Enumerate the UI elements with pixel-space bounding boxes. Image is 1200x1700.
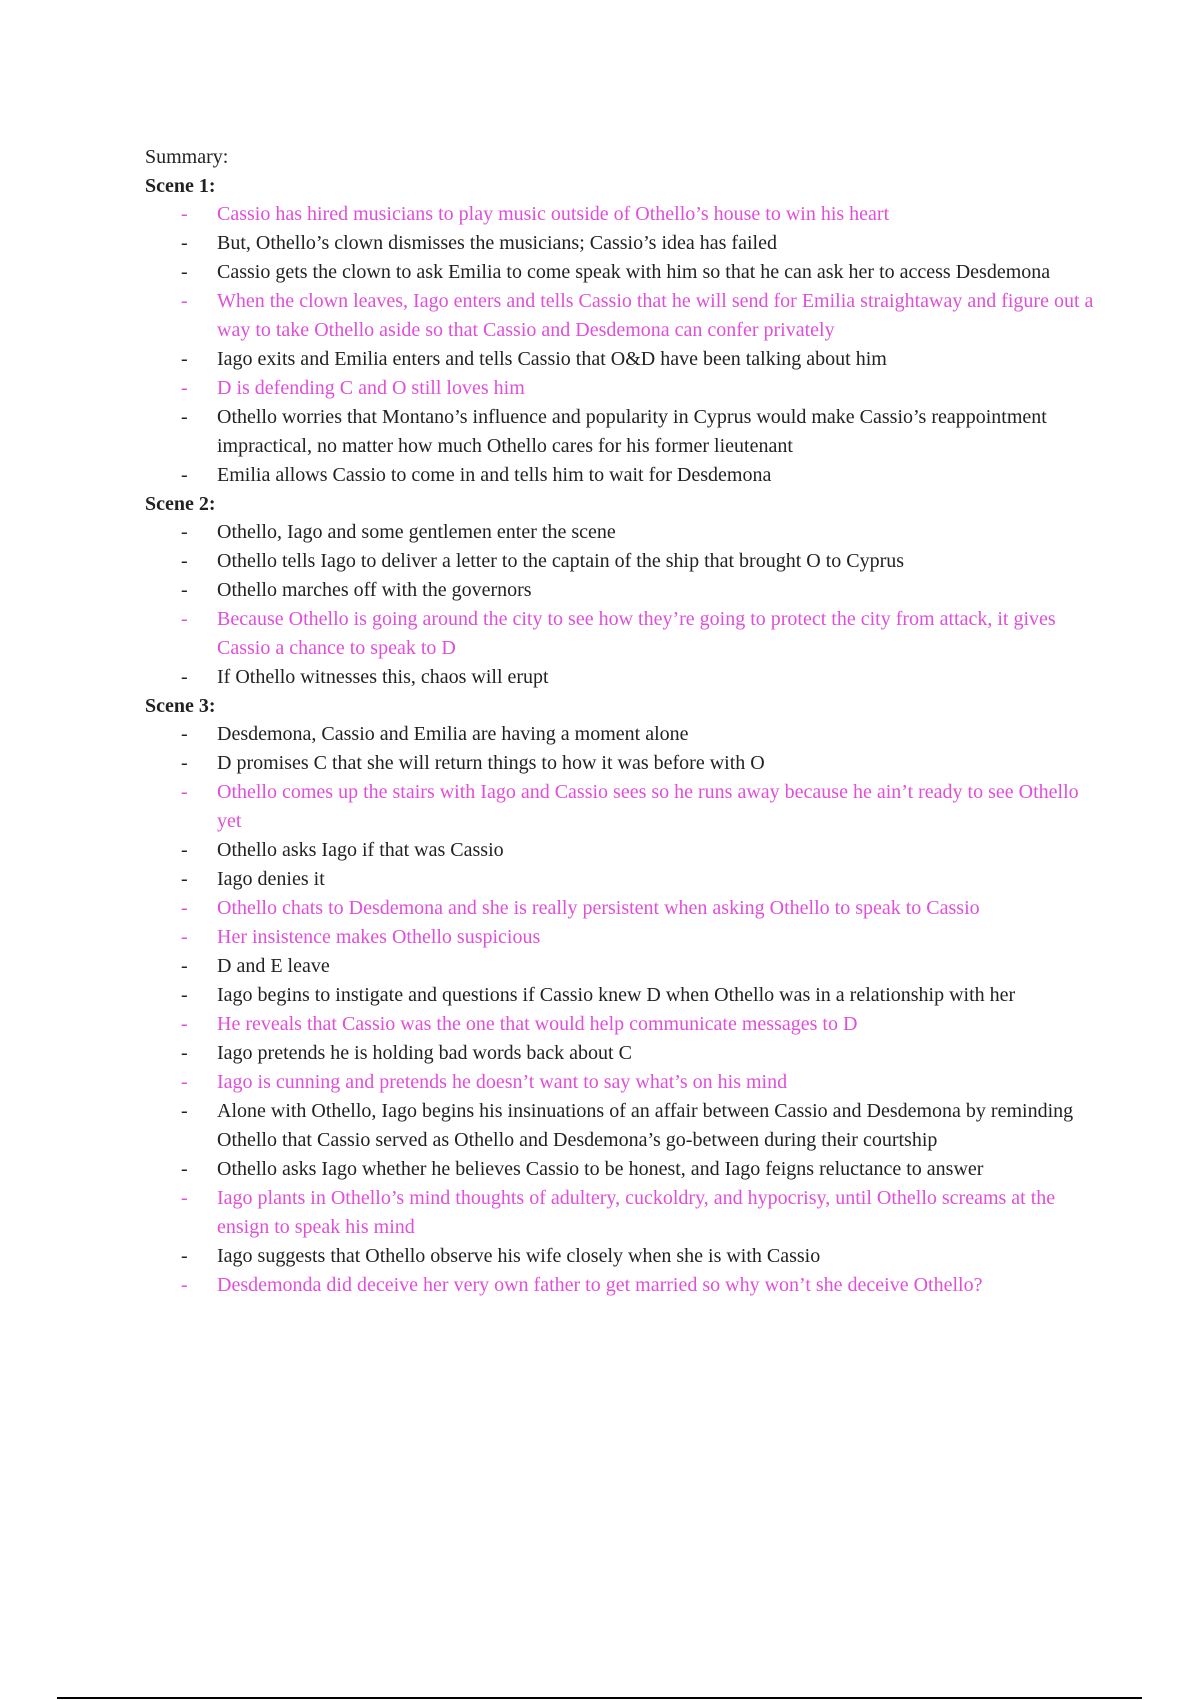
bullet-dash: - [181,926,188,948]
bullet-dash: - [181,897,188,919]
bullet-dash: - [181,1245,188,1267]
scene-bullet-list [145,200,1105,490]
bullet-text: Othello marches off with the governors [217,579,532,601]
highlighted-bullet-item [145,200,1097,229]
bullet-text: Iago exits and Emilia enters and tells Cassio that O&D have been talking about him [217,348,887,370]
bullet-text: Iago is cunning and pretends he doesn’t want to say what’s on his mind [217,1071,788,1093]
bullet-item [145,229,1097,258]
bullet-dash: - [181,377,188,399]
bullet-text: Emilia allows Cassio to come in and tells him to wait for Desdemona [217,464,772,486]
bullet-dash: - [181,839,188,861]
bullet-dash: - [181,464,188,486]
bullet-dash: - [181,723,188,745]
summary-page [145,143,1105,1300]
bullet-item [145,720,1097,749]
bullet-item [145,547,1097,576]
bullet-dash: - [181,261,188,283]
bullet-dash: - [181,1274,188,1296]
bullet-dash: - [181,608,188,630]
bullet-text: Othello, Iago and some gentlemen enter the scene [217,521,616,543]
bullet-item [145,1155,1097,1184]
bullet-text: He reveals that Cassio was the one that would help communicate messages to D [217,1013,858,1035]
bullet-text: Alone with Othello, Iago begins his insinuations of an affair between Cassio and Desdemona by reminding Othello that Cassio served as Othello and Desdemona’s go-between during their courtship [217,1100,1074,1151]
bullet-text: Iago pretends he is holding bad words back about C [217,1042,632,1064]
bullet-dash: - [181,1042,188,1064]
scene-section [145,490,1105,692]
bullet-text: If Othello witnesses this, chaos will erupt [217,666,549,688]
bullet-item [145,258,1097,287]
scene-bullet-list [145,518,1105,692]
bullet-text: Iago begins to instigate and questions if Cassio knew D when Othello was in a relationship with her [217,984,1016,1006]
bullet-dash: - [181,1071,188,1093]
scene-heading: Scene 2: [145,493,216,515]
bullet-item [145,576,1097,605]
bullet-text: Desdemonda did deceive her very own father to get married so why won’t she deceive Othello? [217,1274,983,1296]
scene-section [145,692,1105,1300]
highlighted-bullet-item [145,287,1097,345]
bullet-text: Desdemona, Cassio and Emilia are having a moment alone [217,723,689,745]
bullet-dash: - [181,781,188,803]
bullet-dash: - [181,290,188,312]
bullet-dash: - [181,955,188,977]
bullet-text: Iago denies it [217,868,325,890]
highlighted-bullet-item [145,1271,1097,1300]
bullet-item [145,461,1097,490]
bullet-item [145,981,1097,1010]
page-bottom-rule [57,1697,1142,1699]
bullet-item [145,1242,1097,1271]
bullet-text: Cassio has hired musicians to play music outside of Othello’s house to win his heart [217,203,890,225]
scene-bullet-list [145,720,1105,1300]
bullet-text: Othello worries that Montano’s influence and popularity in Cyprus would make Cassio’s reappointment impractical, no matter how much Othello cares for his former lieutenant [217,406,1047,457]
bullet-item [145,865,1097,894]
bullet-dash: - [181,666,188,688]
bullet-dash: - [181,579,188,601]
bullet-dash: - [181,348,188,370]
highlighted-bullet-item [145,894,1097,923]
bullet-text: D and E leave [217,955,330,977]
bullet-text: Othello chats to Desdemona and she is really persistent when asking Othello to speak to Cassio [217,897,980,919]
highlighted-bullet-item [145,1068,1097,1097]
highlighted-bullet-item [145,374,1097,403]
bullet-dash: - [181,203,188,225]
bullet-text: Othello asks Iago whether he believes Cassio to be honest, and Iago feigns reluctance to answer [217,1158,984,1180]
bullet-item [145,952,1097,981]
highlighted-bullet-item [145,923,1097,952]
bullet-text: Cassio gets the clown to ask Emilia to come speak with him so that he can ask her to access Desdemona [217,261,1051,283]
scene-heading: Scene 3: [145,695,216,717]
scene-section [145,172,1105,490]
bullet-item [145,836,1097,865]
scene-heading: Scene 1: [145,175,216,197]
bullet-item [145,663,1097,692]
scene-sections [145,172,1105,1300]
bullet-dash: - [181,1187,188,1209]
bullet-text: But, Othello’s clown dismisses the musicians; Cassio’s idea has failed [217,232,777,254]
highlighted-bullet-item [145,778,1097,836]
bullet-dash: - [181,1100,188,1122]
bullet-dash: - [181,406,188,428]
bullet-item [145,1039,1097,1068]
bullet-text: Iago suggests that Othello observe his wife closely when she is with Cassio [217,1245,821,1267]
bullet-dash: - [181,984,188,1006]
bullet-dash: - [181,752,188,774]
bullet-dash: - [181,1158,188,1180]
bullet-text: Her insistence makes Othello suspicious [217,926,541,948]
bullet-item [145,1097,1097,1155]
summary-label: Summary: [145,146,229,168]
highlighted-bullet-item [145,1010,1097,1039]
bullet-text: D is defending C and O still loves him [217,377,525,399]
bullet-dash: - [181,521,188,543]
bullet-item [145,345,1097,374]
bullet-dash: - [181,1013,188,1035]
bullet-text: Othello tells Iago to deliver a letter to the captain of the ship that brought O to Cyprus [217,550,905,572]
bullet-item [145,518,1097,547]
bullet-item [145,403,1097,461]
bullet-text: D promises C that she will return things to how it was before with O [217,752,765,774]
bullet-dash: - [181,868,188,890]
bullet-item [145,749,1097,778]
bullet-text: Othello asks Iago if that was Cassio [217,839,504,861]
bullet-dash: - [181,232,188,254]
bullet-dash: - [181,550,188,572]
bullet-text: Because Othello is going around the city to see how they’re going to protect the city from attack, it gives Cassio a chance to speak to D [217,608,1056,659]
bullet-text: Othello comes up the stairs with Iago and Cassio sees so he runs away because he ain’t ready to see Othello yet [217,781,1079,832]
bullet-text: Iago plants in Othello’s mind thoughts of adultery, cuckoldry, and hypocrisy, until Othello screams at the ensign to speak his mind [217,1187,1056,1238]
highlighted-bullet-item [145,605,1097,663]
bullet-text: When the clown leaves, Iago enters and tells Cassio that he will send for Emilia straightaway and figure out a way to take Othello aside so that Cassio and Desdemona can confer privately [217,290,1094,341]
highlighted-bullet-item [145,1184,1097,1242]
